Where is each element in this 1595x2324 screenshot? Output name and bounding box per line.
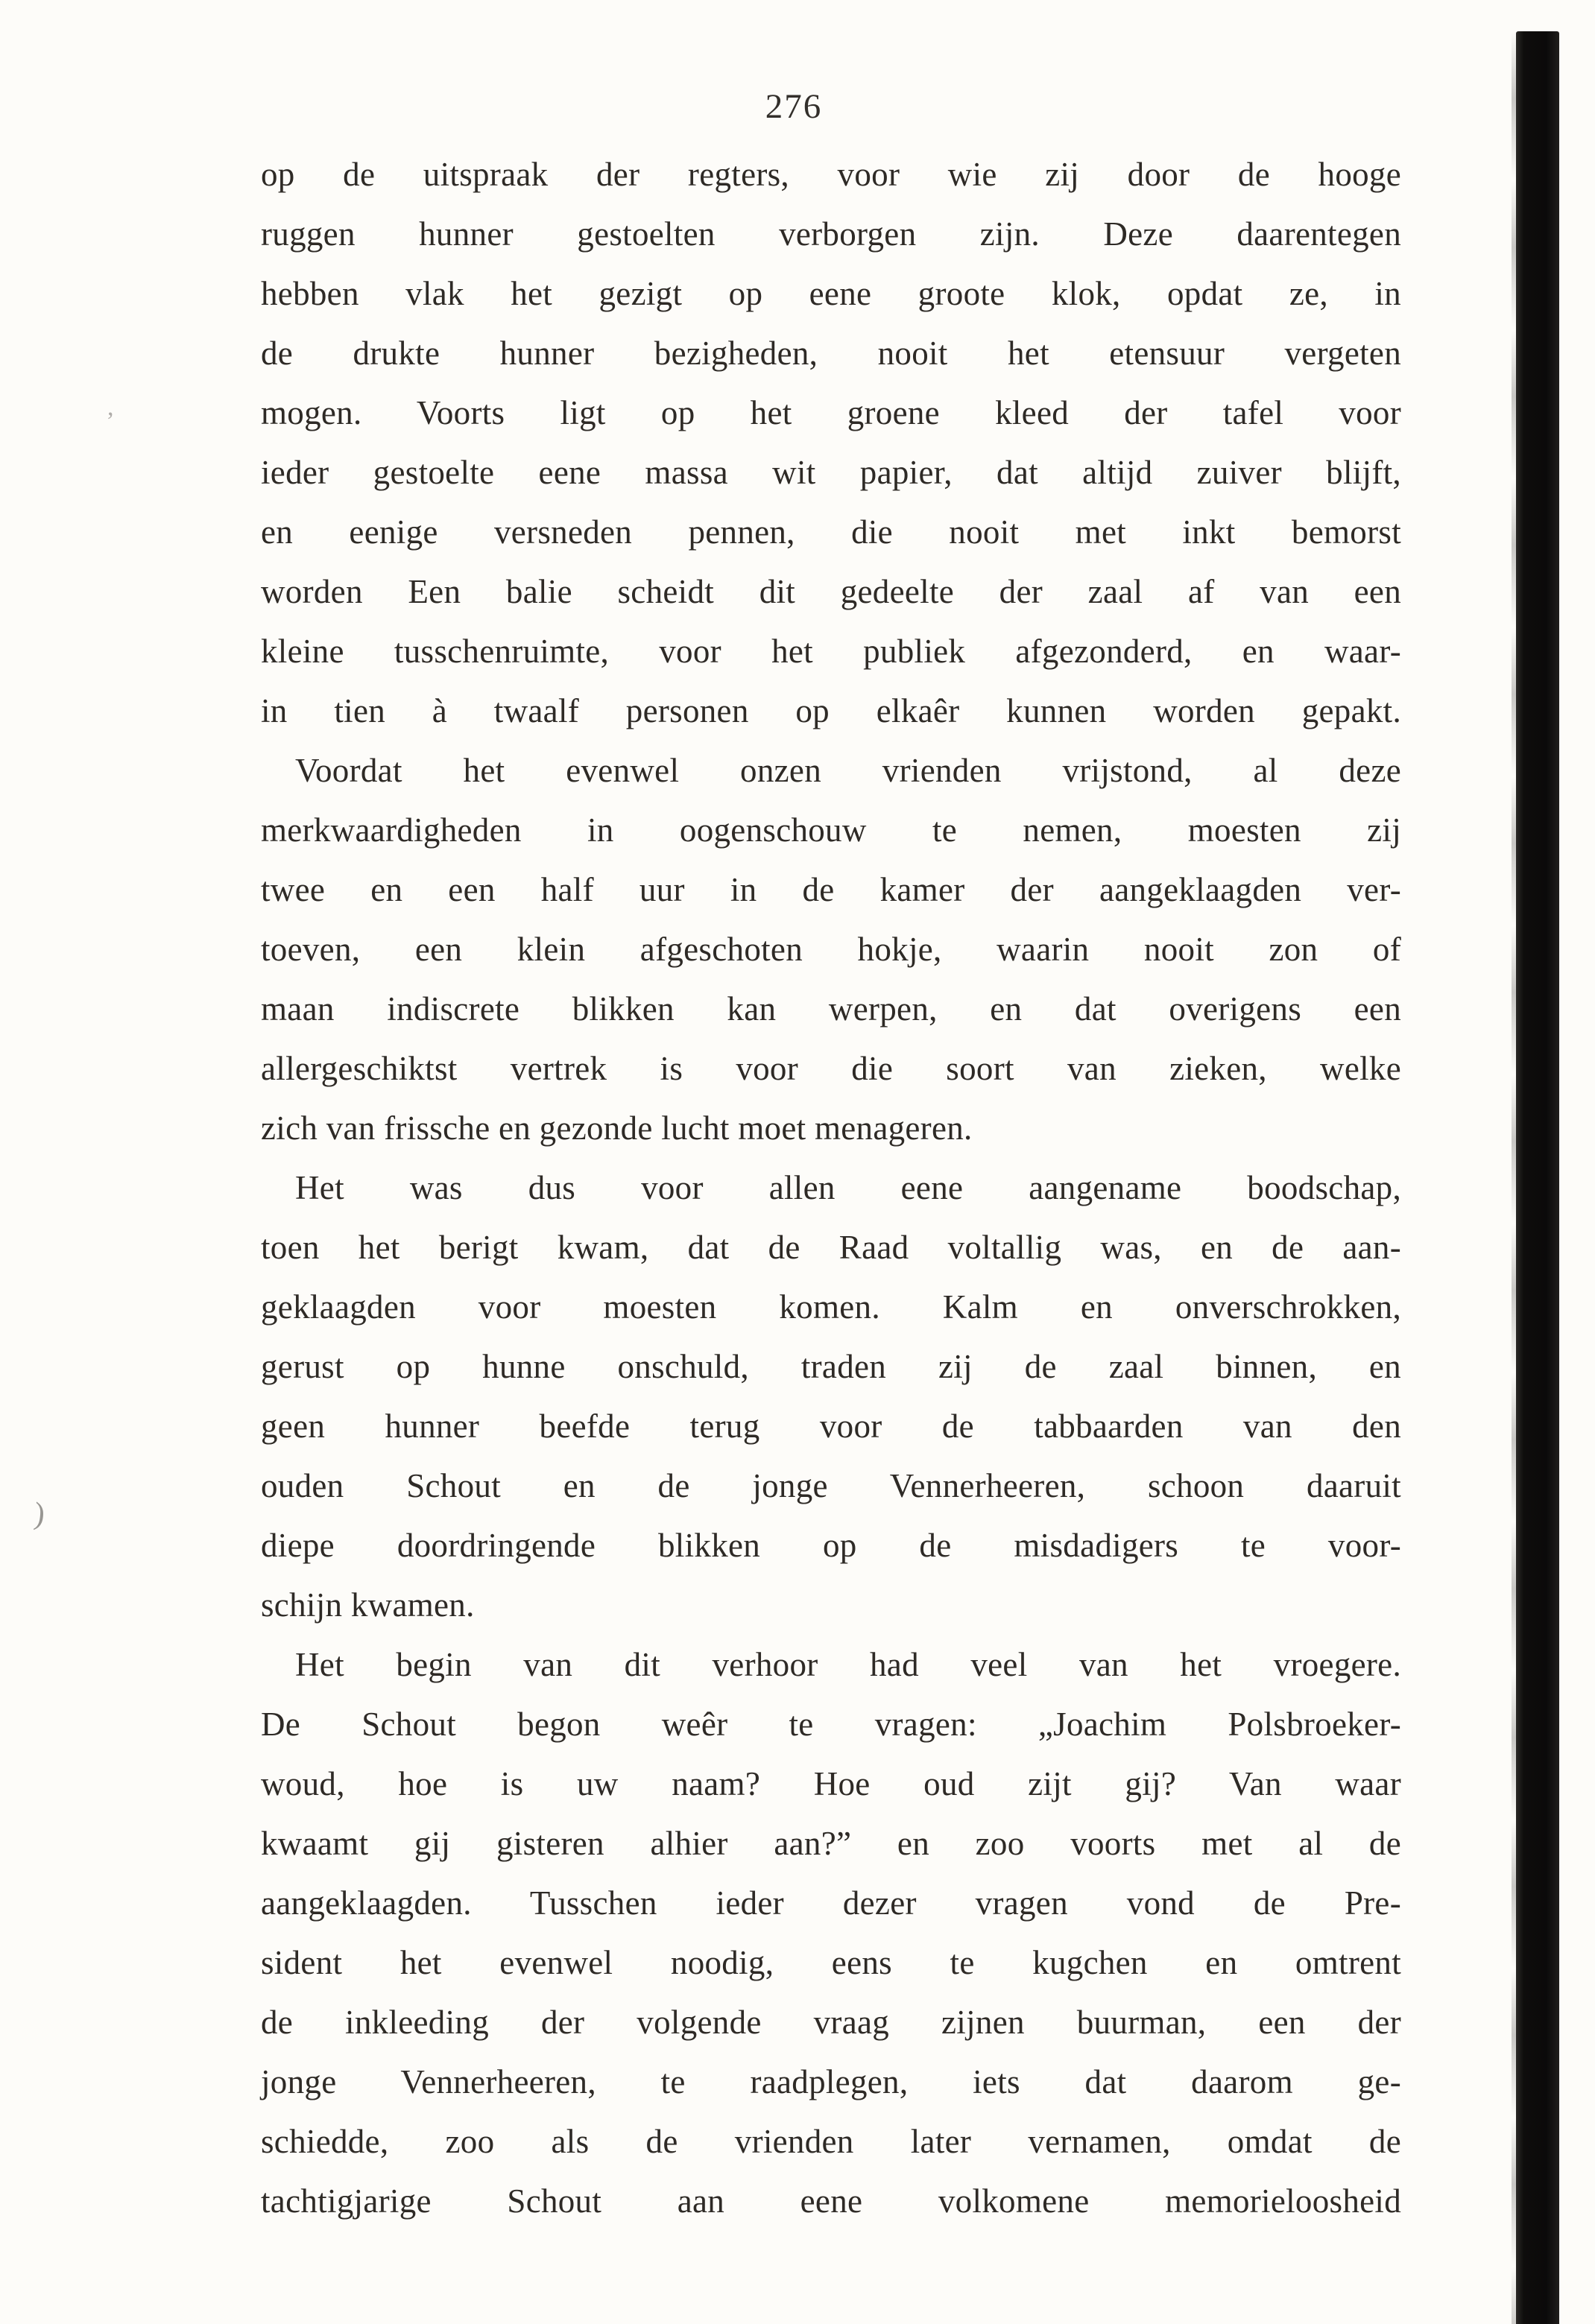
text-line: zich van frissche en gezonde lucht moet menageren. (261, 1109, 973, 1147)
text-line: woud, hoe is uw naam? Hoe oud zijt gij? Van waar (261, 1765, 1401, 1802)
text-line: maan indiscrete blikken kan werpen, en dat overigens een (261, 990, 1401, 1028)
text-line: De Schout begon weêr te vragen: „Joachim Polsbroeker- (261, 1706, 1401, 1743)
text-line: schiedde, zoo als de vrienden later vernamen, omdat de (261, 2123, 1401, 2160)
paragraph (261, 145, 1401, 741)
text-line: aangeklaagden. Tusschen ieder dezer vragen vond de Pre- (261, 1884, 1401, 1922)
text-line: worden Een balie scheidt dit gedeelte der zaal af van een (261, 573, 1401, 610)
paragraph (261, 1635, 1401, 2231)
book-edge-scan-band (1516, 31, 1559, 2324)
text-line: Voordat het evenwel onzen vrienden vrijstond, al deze (295, 752, 1401, 789)
text-line: diepe doordringende blikken op de misdadigers te voor- (261, 1527, 1401, 1564)
text-line: hebben vlak het gezigt op eene groote klok, opdat ze, in (261, 275, 1401, 312)
scan-artifact-paren: ) (32, 1496, 47, 1532)
text-line: merkwaardigheden in oogenschouw te nemen, moesten zij (261, 811, 1401, 849)
paragraph (261, 741, 1401, 1158)
text-line: op de uitspraak der regters, voor wie zij door de hooge (261, 156, 1401, 193)
text-line: Het begin van dit verhoor had veel van het vroegere. (295, 1646, 1401, 1683)
text-line: kleine tusschenruimte, voor het publiek afgezonderd, en waar- (261, 633, 1401, 670)
text-line: de drukte hunner bezigheden, nooit het etensuur vergeten (261, 335, 1401, 372)
text-line: Het was dus voor allen eene aangename boodschap, (295, 1169, 1401, 1206)
text-line: geen hunner beefde terug voor de tabbaarden van den (261, 1408, 1401, 1445)
text-line: geklaagden voor moesten komen. Kalm en onverschrokken, (261, 1288, 1401, 1326)
text-line: toeven, een klein afgeschoten hokje, waarin nooit zon of (261, 931, 1401, 968)
text-line: ruggen hunner gestoelten verborgen zijn. Deze daarentegen (261, 215, 1401, 253)
text-line: schijn kwamen. (261, 1586, 475, 1624)
text-line: ieder gestoelte eene massa wit papier, dat altijd zuiver blijft, (261, 454, 1401, 491)
text-line: jonge Vennerheeren, te raadplegen, iets dat daarom ge- (261, 2063, 1401, 2100)
text-line: ouden Schout en de jonge Vennerheeren, schoon daaruit (261, 1467, 1401, 1504)
text-line: allergeschiktst vertrek is voor die soort van zieken, welke (261, 1050, 1401, 1087)
page-number: 276 (765, 87, 823, 126)
text-line: sident het evenwel noodig, eens te kugchen en omtrent (261, 1944, 1401, 1981)
paragraph (261, 1158, 1401, 1635)
text-line: twee en een half uur in de kamer der aangeklaagden ver- (261, 871, 1401, 908)
text-line: tachtigjarige Schout aan eene volkomene memorieloosheid (261, 2182, 1401, 2220)
text-line: mogen. Voorts ligt op het groene kleed der tafel voor (261, 394, 1401, 431)
text-line: gerust op hunne onschuld, traden zij de zaal binnen, en (261, 1348, 1401, 1385)
text-line: en eenige versneden pennen, die nooit met inkt bemorst (261, 513, 1401, 551)
scan-artifact-comma: , (107, 393, 114, 421)
text-line: toen het berigt kwam, dat de Raad voltallig was, en de aan- (261, 1229, 1401, 1266)
text-line: de inkleeding der volgende vraag zijnen buurman, een der (261, 2004, 1401, 2041)
text-line: in tien à twaalf personen op elkaêr kunnen worden gepakt. (261, 692, 1401, 729)
text-line: kwaamt gij gisteren alhier aan?” en zoo voorts met al de (261, 1825, 1401, 1862)
text-block (261, 145, 1401, 2231)
